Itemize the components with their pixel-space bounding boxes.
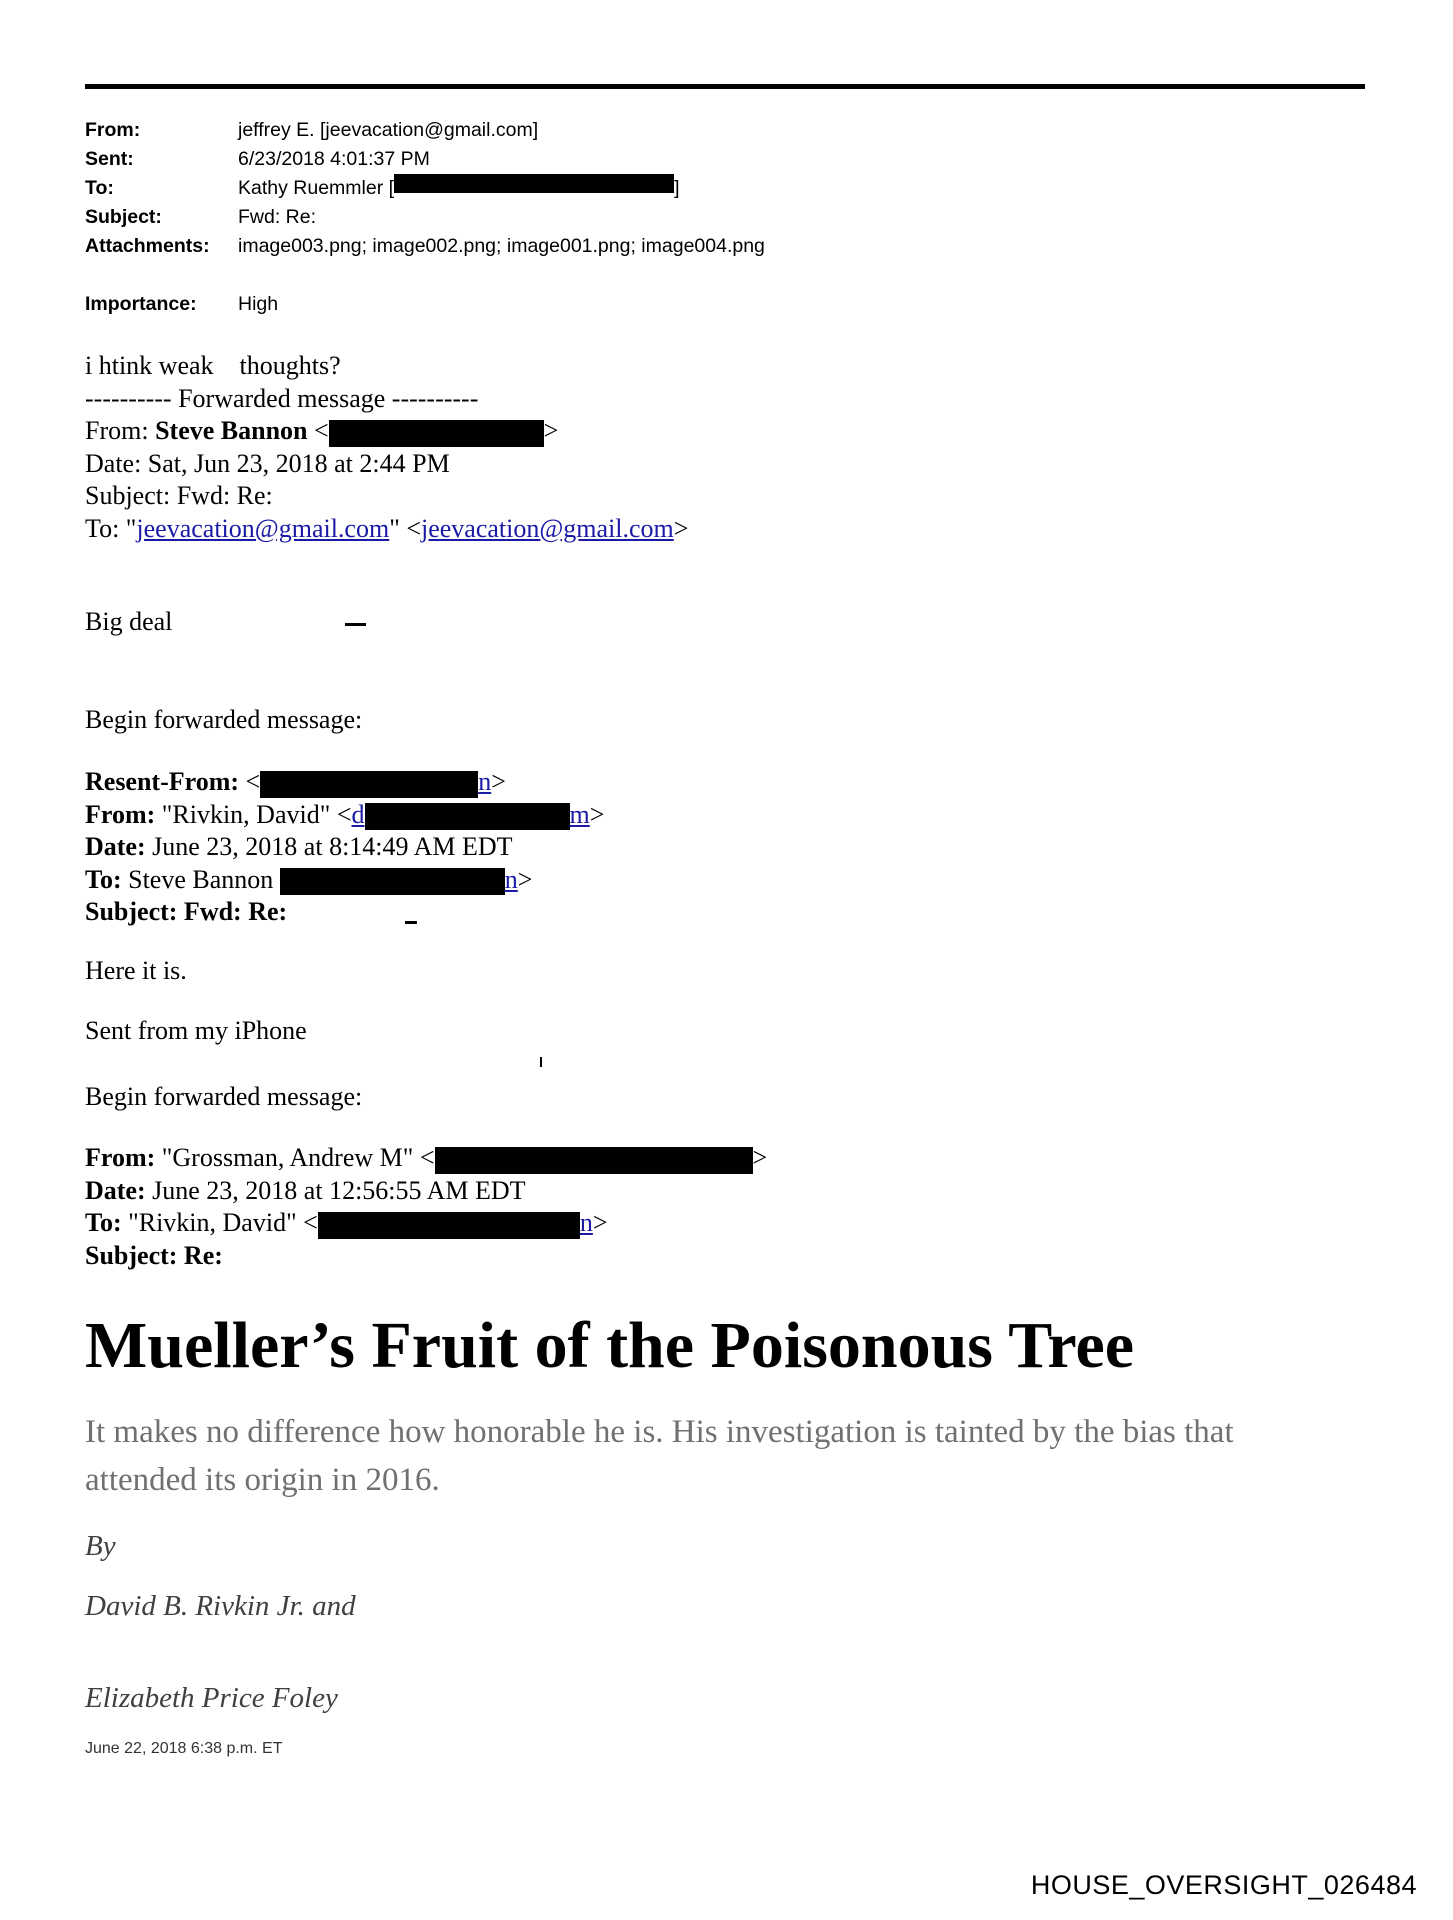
from-close: > — [589, 799, 605, 829]
fwd-to-prefix: To: " — [85, 513, 137, 543]
to-value: Kathy Ruemmler [ — [238, 177, 395, 199]
message-3-body — [85, 955, 187, 988]
from-line — [85, 799, 604, 832]
redaction-mark — [405, 921, 417, 924]
email-link-fragment[interactable]: n — [504, 864, 518, 894]
message-2-body — [85, 606, 172, 639]
article-title: Mueller’s Fruit of the Poisonous Tree — [85, 1309, 1135, 1382]
email-link[interactable]: jeevacation@gmail.com — [420, 513, 674, 543]
subject-label: Subject: — [85, 206, 162, 228]
subject-line: Subject: Fwd: Re: — [85, 897, 288, 926]
from-close: > — [752, 1143, 768, 1172]
redaction-block — [435, 1147, 753, 1174]
attachments-value: image003.png; image002.png; image001.png; image004.png — [238, 235, 765, 257]
from-line — [85, 1142, 767, 1175]
sent-label: Sent: — [85, 148, 134, 170]
from-label: From: — [85, 119, 141, 141]
subject-line: Subject: Re: — [85, 1240, 223, 1270]
header-attachments-row — [85, 232, 765, 261]
article-subtitle: It makes no difference how honorable he is. His investigation is tainted by the bias that attended its origin in 2016. — [85, 1414, 1234, 1498]
message-body: Here it is. — [85, 956, 187, 985]
date-line — [85, 831, 604, 864]
byline-author-1: David B. Rivkin Jr. and — [85, 1590, 356, 1622]
subject-value: Fwd: Re: — [238, 206, 317, 228]
redaction-mark — [540, 1057, 542, 1067]
to-value: Steve Bannon — [121, 864, 280, 894]
redaction-mark — [345, 623, 366, 626]
header-importance-row — [85, 290, 765, 319]
to-label: To: — [85, 177, 114, 199]
begin-forwarded-label: Begin forwarded message: — [85, 705, 363, 734]
email-link-fragment[interactable]: n — [579, 1208, 593, 1237]
byline-author-2: Elizabeth Price Foley — [85, 1682, 338, 1714]
redaction-block — [260, 771, 478, 798]
email-link-fragment[interactable]: d — [351, 799, 365, 829]
from-value: "Rivkin, David" < — [155, 799, 352, 829]
resent-from-close: > — [491, 767, 506, 796]
message-2-headers — [85, 766, 604, 929]
signature: Sent from my iPhone — [85, 1016, 307, 1045]
redaction-block — [365, 803, 570, 830]
fwd-date-line: Date: Sat, Jun 23, 2018 at 2:44 PM — [85, 448, 450, 478]
date-value: June 23, 2018 at 12:56:55 AM EDT — [145, 1175, 526, 1205]
to-label: To: — [85, 1208, 122, 1237]
message-3-headers — [85, 1142, 767, 1272]
fwd-from-name: Steve Bannon — [155, 416, 308, 445]
fwd-from-close: > — [543, 416, 559, 445]
importance-value: High — [238, 293, 279, 315]
begin-forwarded-label: Begin forwarded message: — [85, 1082, 363, 1111]
fwd-from-label: From: — [85, 416, 156, 445]
to-line — [85, 864, 604, 897]
top-rule — [85, 84, 1365, 89]
begin-forwarded-1 — [85, 704, 362, 737]
byline-by: By — [85, 1530, 116, 1562]
redaction-block — [318, 1212, 580, 1239]
from-label: From: — [85, 799, 156, 829]
resent-from-line — [85, 766, 604, 799]
from-value: "Grossman, Andrew M" < — [155, 1143, 435, 1172]
forwarded-divider: ---------- Forwarded message ---------- — [85, 383, 479, 413]
email-link-fragment[interactable]: m — [569, 799, 590, 829]
from-label: From: — [85, 1143, 156, 1172]
header-subject-row — [85, 203, 765, 232]
email-link-fragment[interactable]: n — [478, 767, 492, 796]
message-3-signature — [85, 1015, 307, 1048]
date-value: June 23, 2018 at 8:14:49 AM EDT — [145, 832, 513, 861]
resent-from-label: Resent-From: — [85, 767, 240, 796]
sent-value: 6/23/2018 4:01:37 PM — [238, 148, 430, 170]
fwd-from-open: < — [307, 416, 329, 445]
resent-from-open: < — [239, 767, 261, 796]
date-line — [85, 1175, 767, 1208]
to-value: "Rivkin, David" < — [121, 1208, 318, 1237]
message-1 — [85, 350, 688, 545]
redaction-block — [394, 174, 674, 193]
header-from-row — [85, 116, 765, 145]
email-header — [85, 116, 765, 319]
importance-label: Importance: — [85, 293, 197, 315]
message-body: Big deal — [85, 607, 173, 636]
begin-forwarded-2 — [85, 1081, 362, 1114]
fwd-to-close: > — [673, 513, 689, 543]
date-label: Date: — [85, 832, 146, 861]
bates-number: HOUSE_OVERSIGHT_026484 — [1030, 1870, 1417, 1900]
to-label: To: — [85, 864, 122, 894]
message-body: i htink weak thoughts? — [85, 351, 341, 380]
fwd-from-line — [85, 415, 688, 448]
article-date: June 22, 2018 6:38 p.m. ET — [85, 1740, 283, 1757]
header-to-row — [85, 174, 765, 203]
to-line — [85, 1207, 767, 1240]
fwd-to-mid: " < — [389, 513, 421, 543]
redaction-block — [329, 420, 544, 447]
to-value-end: ] — [674, 177, 680, 199]
to-close: > — [517, 864, 533, 894]
email-link[interactable]: jeevacation@gmail.com — [136, 513, 390, 543]
from-value: jeffrey E. [jeevacation@gmail.com] — [238, 119, 539, 141]
redaction-block — [280, 868, 505, 895]
attachments-label: Attachments: — [85, 235, 210, 257]
header-sent-row — [85, 145, 765, 174]
date-label: Date: — [85, 1175, 146, 1205]
fwd-subject-line: Subject: Fwd: Re: — [85, 481, 273, 510]
to-close: > — [592, 1208, 608, 1237]
fwd-to-line — [85, 513, 688, 546]
